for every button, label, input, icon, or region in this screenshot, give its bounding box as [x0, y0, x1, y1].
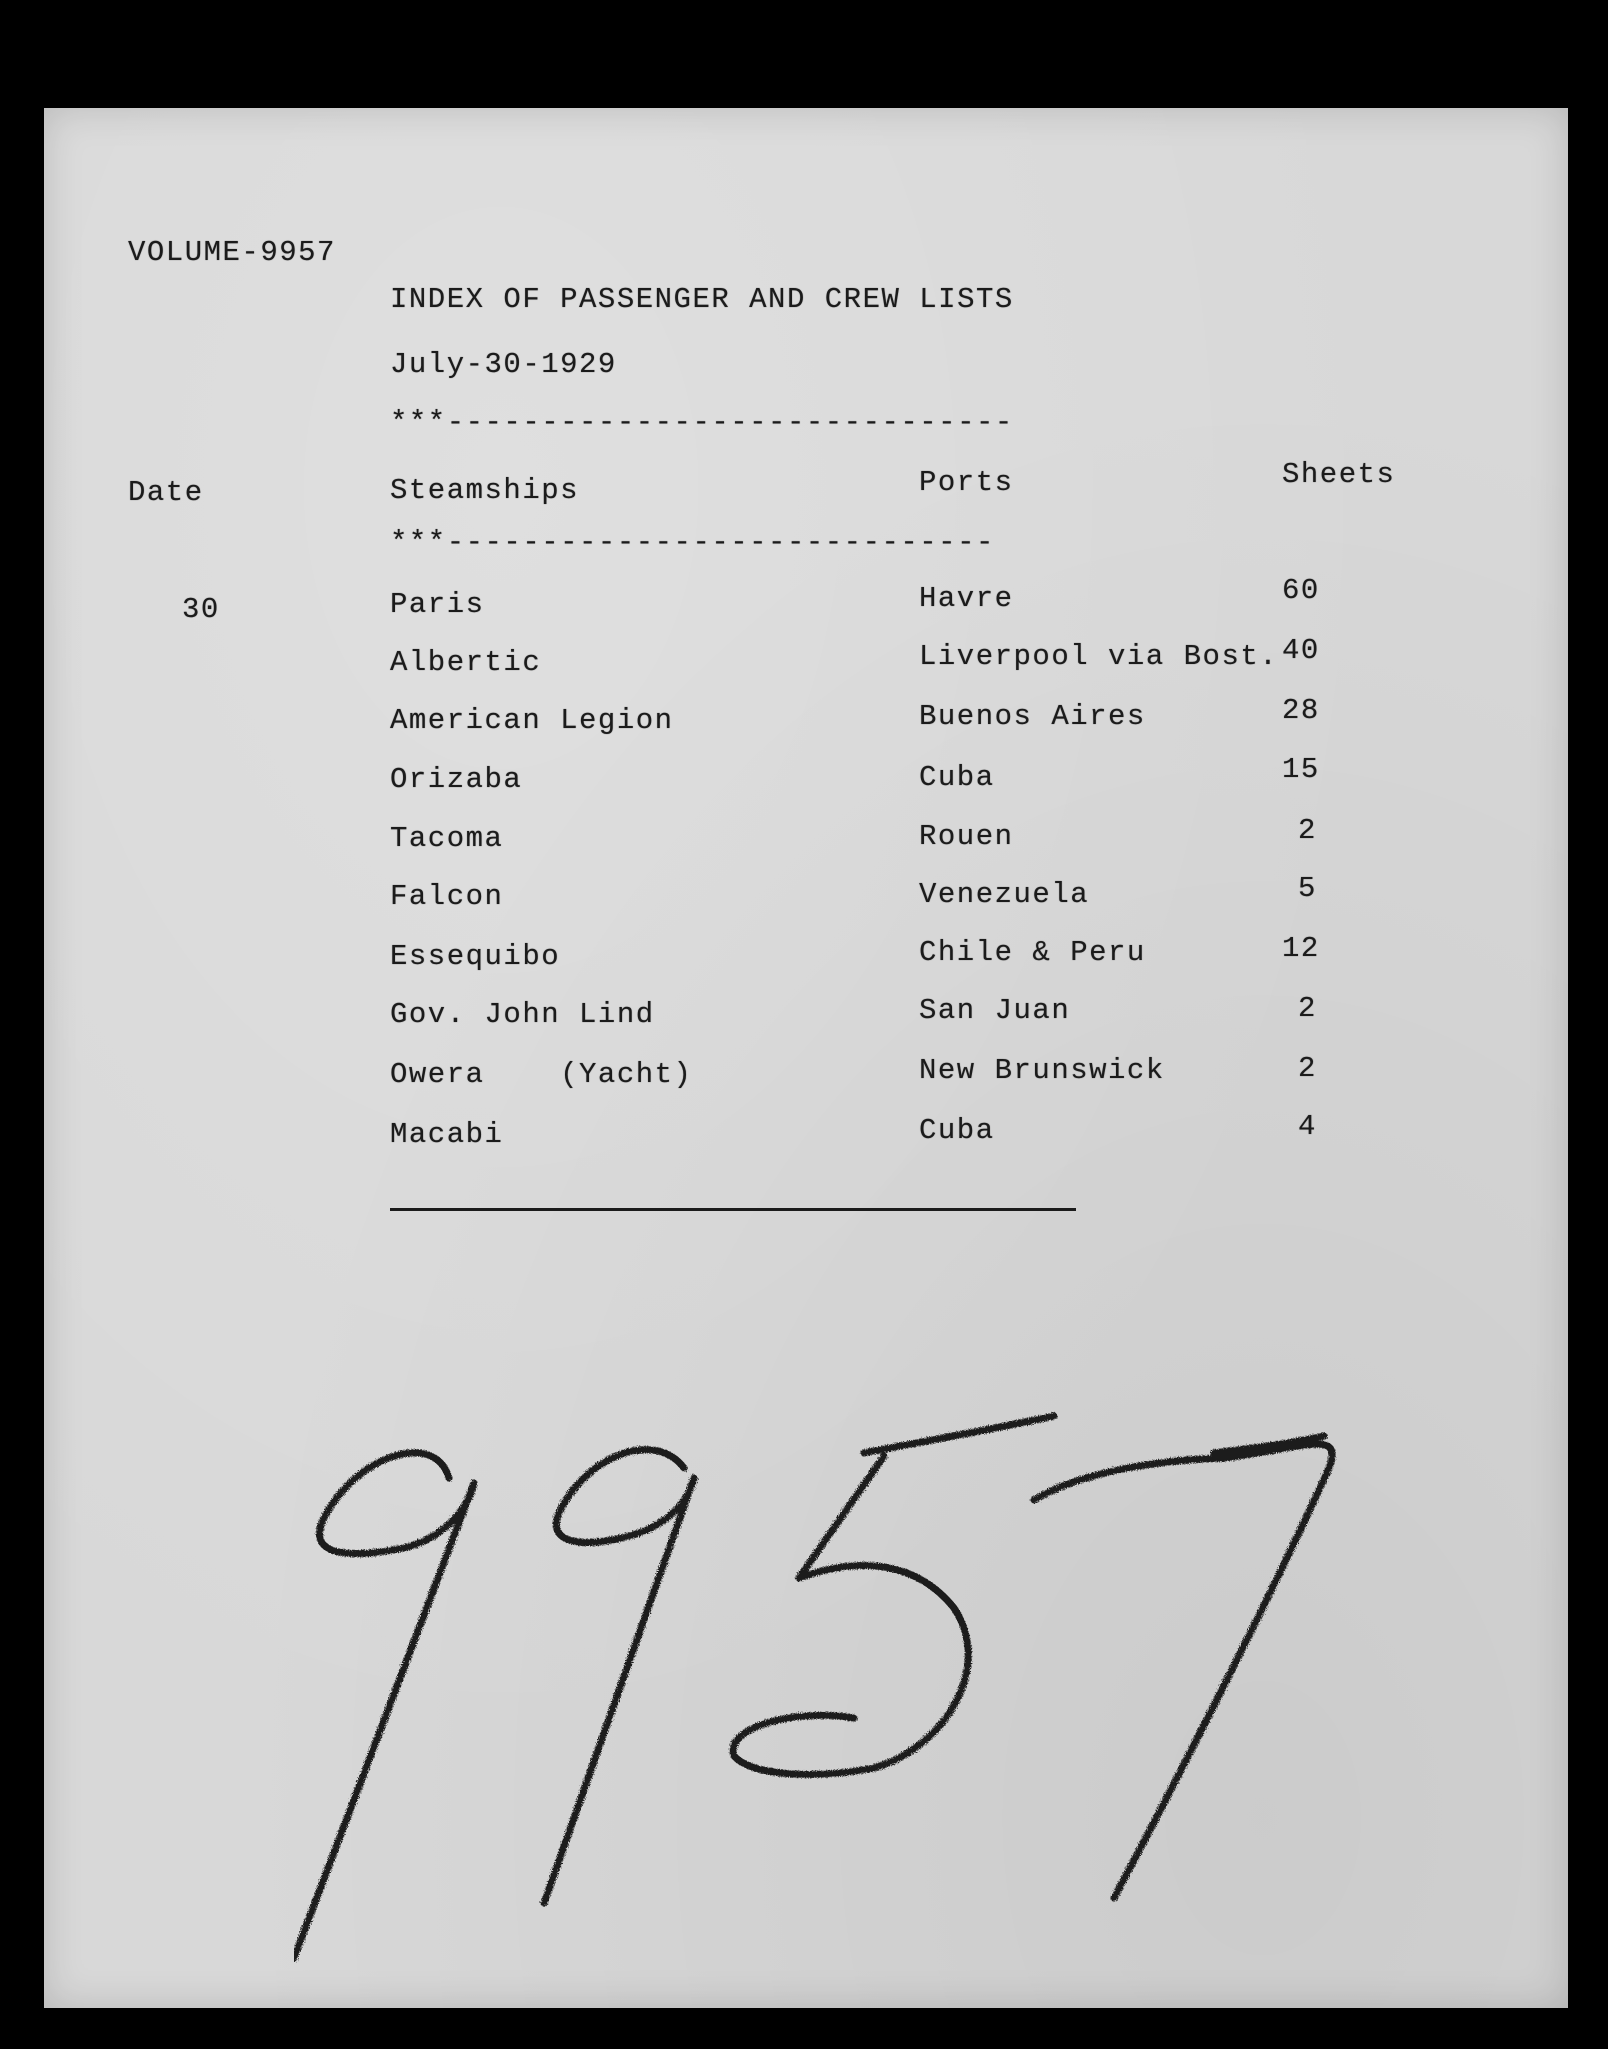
- sheet-count: 5: [1298, 872, 1317, 905]
- ship-name: Albertic: [390, 646, 542, 679]
- port-name: Buenos Aires: [919, 700, 1146, 733]
- port-name: New Brunswick: [919, 1054, 1165, 1087]
- sheet-count: 2: [1298, 992, 1317, 1025]
- port-name: San Juan: [919, 994, 1071, 1027]
- separator-top: ***------------------------------: [390, 406, 1014, 439]
- table-row: [44, 574, 1568, 628]
- table-row: [44, 1052, 1568, 1098]
- ship-name: Essequibo: [390, 940, 561, 973]
- ship-name: Paris: [390, 588, 485, 621]
- table-row: [44, 1110, 1568, 1158]
- entry-day: 30: [182, 593, 220, 626]
- ship-name: Orizaba: [390, 763, 523, 796]
- sheet-count: 2: [1298, 1052, 1317, 1085]
- bottom-rule: [390, 1208, 1076, 1211]
- ship-name: Macabi: [390, 1118, 504, 1151]
- port-name: Cuba: [919, 1114, 995, 1147]
- port-name: Havre: [919, 582, 1014, 615]
- table-row: [44, 872, 1568, 920]
- header-steamships: Steamships: [390, 474, 580, 507]
- ship-name: Falcon: [390, 880, 504, 913]
- ship-name: Gov. John Lind: [390, 998, 655, 1031]
- header-ports: Ports: [919, 466, 1014, 499]
- table-row: [44, 753, 1568, 803]
- sheet-count: 40: [1282, 634, 1320, 667]
- ship-name: American Legion: [390, 704, 674, 737]
- table-row: [44, 814, 1568, 862]
- header-sheets: Sheets: [1282, 458, 1396, 491]
- port-name: Liverpool via Bost.: [919, 640, 1279, 673]
- port-name: Cuba: [919, 761, 995, 794]
- ship-name: Tacoma: [390, 822, 504, 855]
- sheet-count: 15: [1282, 753, 1320, 786]
- sheet-count: 2: [1298, 814, 1317, 847]
- volume-label: VOLUME-9957: [128, 236, 336, 269]
- document-title: INDEX OF PASSENGER AND CREW LISTS: [390, 283, 1014, 316]
- handwritten-volume-number: [294, 1408, 1544, 1988]
- ship-name: Owera (Yacht): [390, 1058, 693, 1091]
- sheet-count: 28: [1282, 694, 1320, 727]
- header-date: Date: [128, 476, 204, 509]
- table-row: [44, 992, 1568, 1038]
- port-name: Rouen: [919, 820, 1014, 853]
- separator-mid: ***-----------------------------: [390, 526, 995, 559]
- sheet-count: 4: [1298, 1110, 1317, 1143]
- document-page: [44, 108, 1568, 2008]
- port-name: Chile & Peru: [919, 936, 1146, 969]
- document-date: July-30-1929: [390, 348, 617, 381]
- table-row: [44, 634, 1568, 686]
- sheet-count: 60: [1282, 574, 1320, 607]
- table-row: [44, 932, 1568, 980]
- sheet-count: 12: [1282, 932, 1320, 965]
- port-name: Venezuela: [919, 878, 1090, 911]
- table-row: [44, 694, 1568, 744]
